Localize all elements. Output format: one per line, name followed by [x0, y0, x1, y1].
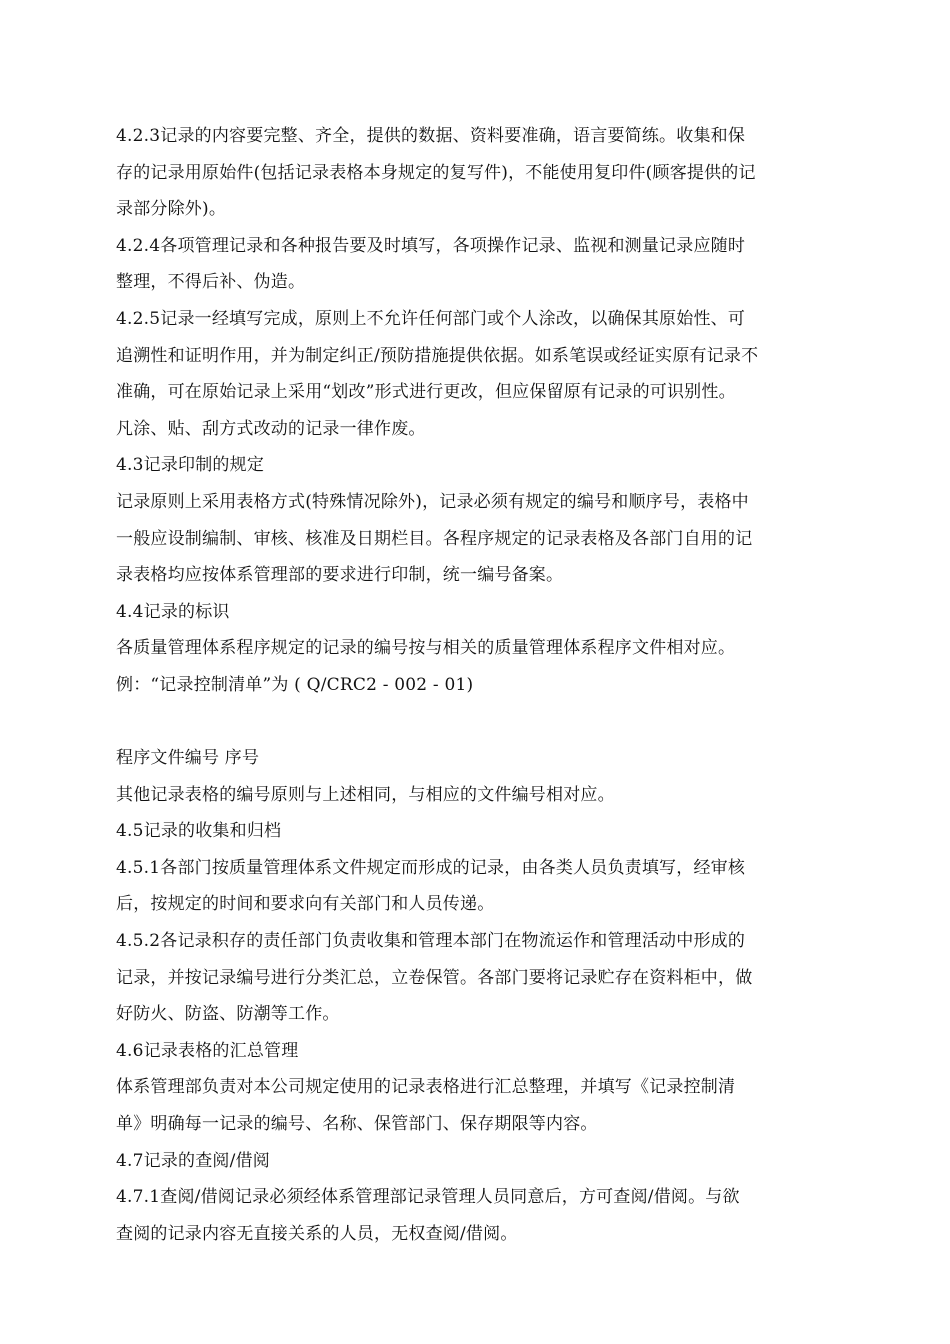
section-heading: 4.5记录的收集和归档 [116, 821, 282, 842]
text-line: 整理，不得后补、伪造。 [116, 272, 306, 293]
text-line: 4.2.4各项管理记录和各种报告要及时填写，各项操作记录、监视和测量记录应随时 [116, 235, 746, 256]
text-line: 记录原则上采用表格方式(特殊情况除外)，记录必须有规定的编号和顺序号，表格中 [116, 491, 749, 512]
text-line: 好防火、防盗、防潮等工作。 [116, 1004, 340, 1025]
section-heading: 4.7记录的查阅/借阅 [116, 1150, 270, 1171]
text-line: 凡涂、贴、刮方式改动的记录一律作废。 [116, 418, 426, 439]
text-line: 4.2.5记录一经填写完成，原则上不允许任何部门或个人涂改，以确保其原始性、可 [116, 308, 746, 329]
text-line: 查阅的记录内容无直接关系的人员，无权查阅/借阅。 [116, 1223, 518, 1244]
text-line: 4.5.2各记录积存的责任部门负责收集和管理本部门在物流运作和管理活动中形成的 [116, 931, 746, 952]
text-line: 4.2.3记录的内容要完整、齐全，提供的数据、资料要准确，语言要简练。收集和保 [116, 126, 746, 146]
text-line: 各质量管理体系程序规定的记录的编号按与相关的质量管理体系程序文件相对应。 [116, 638, 736, 659]
text-line: 例：“记录控制清单”为 ( Q/CRC2 - 002 - 01) [116, 674, 474, 695]
text-line: 存的记录用原始件(包括记录表格本身规定的复写件)，不能使用复印件(顾客提供的记 [116, 162, 756, 183]
text-line: 4.5.1各部门按质量管理体系文件规定而形成的记录，由各类人员负责填写，经审核 [116, 857, 746, 878]
text-line: 追溯性和证明作用，并为制定纠正/预防措施提供依据。如系笔误或经证实原有记录不 [116, 345, 759, 366]
blank-line [116, 704, 838, 741]
text-line: 一般应设制编制、审核、核准及日期栏目。各程序规定的记录表格及各部门自用的记 [116, 528, 753, 549]
text-line: 单》明确每一记录的编号、名称、保管部门、保存期限等内容。 [116, 1114, 598, 1135]
text-line: 程序文件编号 序号 [116, 748, 260, 769]
section-heading: 4.6记录表格的汇总管理 [116, 1040, 299, 1061]
text-line: 录表格均应按体系管理部的要求进行印制，统一编号备案。 [116, 565, 564, 586]
text-line: 记录，并按记录编号进行分类汇总，立卷保管。各部门要将记录贮存在资料柜中，做 [116, 967, 753, 988]
text-line: 其他记录表格的编号原则与上述相同，与相应的文件编号相对应。 [116, 784, 615, 805]
section-heading: 4.4记录的标识 [116, 601, 230, 622]
section-heading: 4.3记录印制的规定 [116, 455, 265, 476]
text-line: 后，按规定的时间和要求向有关部门和人员传递。 [116, 894, 495, 915]
text-line: 体系管理部负责对本公司规定使用的记录表格进行汇总整理，并填写《记录控制清 [116, 1077, 736, 1098]
document-body [116, 118, 838, 1252]
text-line: 录部分除外)。 [116, 199, 227, 220]
text-line: 4.7.1查阅/借阅记录必须经体系管理部记录管理人员同意后，方可查阅/借阅。与欲 [116, 1187, 740, 1208]
text-line: 准确，可在原始记录上采用“划改”形式进行更改，但应保留原有记录的可识别性。 [116, 382, 736, 403]
